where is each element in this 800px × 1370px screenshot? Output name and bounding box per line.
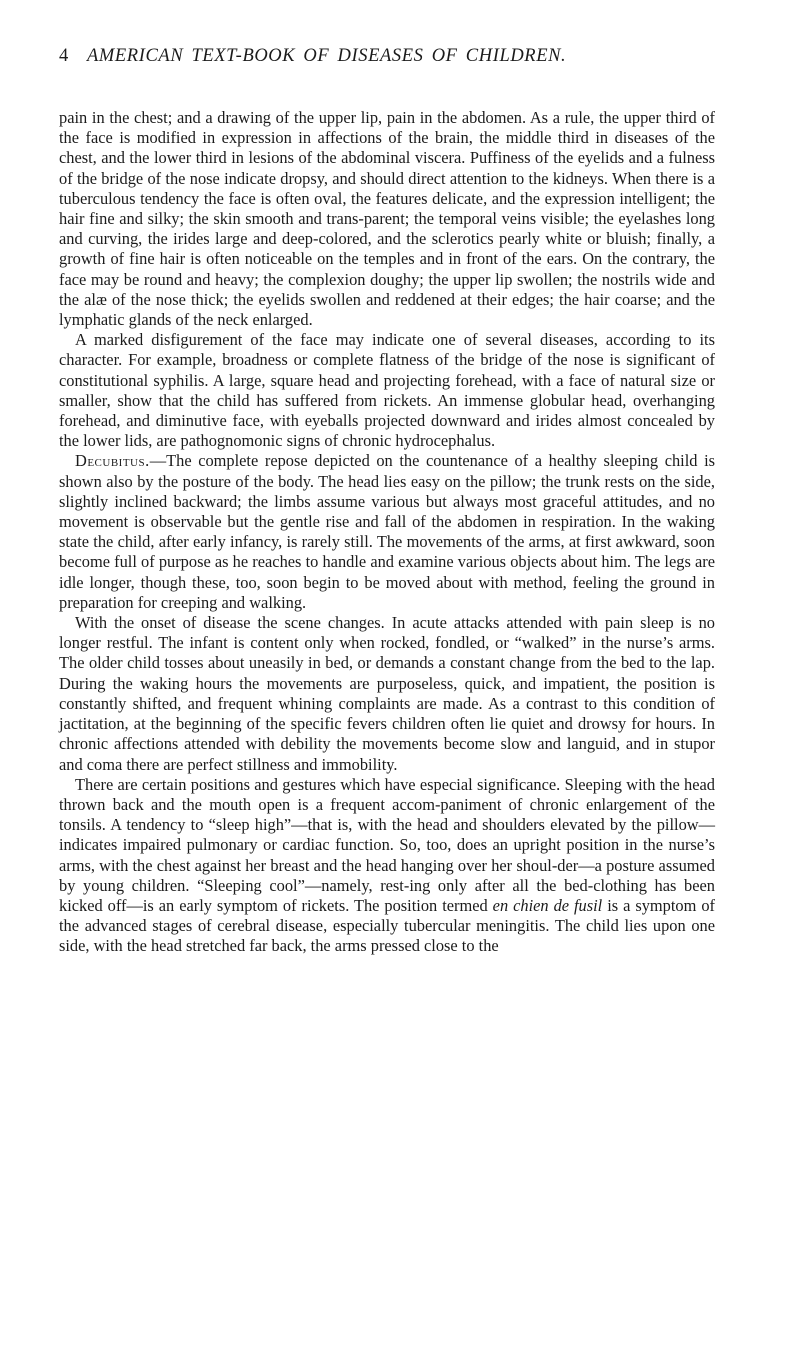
page-number: 4 [59, 46, 69, 66]
paragraph-face-expression: pain in the chest; and a drawing of the upper lip, pain in the abdomen. As a rule, the upper third of the face is modified in expression in affections of the brain, the middle third in diseases of the chest, and the lower third in lesions of the abdominal viscera. Puffiness of the eyelids and a fulness of the bridge of the nose indicate dropsy, and should direct attention to the kidneys. When there is a tuberculous tendency the face is often oval, the features delicate, and the expression intelligent; the hair fine and silky; the skin smooth and trans-parent; the temporal veins visible; the eyelashes long and curving, the irides large and deep-colored, and the sclerotics pearly white or bluish; finally, a growth of fine hair is often noticeable on the temples and in front of the ears. On the contrary, the face may be round and heavy; the complexion doughy; the upper lip swollen; the nostrils wide and the alæ of the nose thick; the eyelids swollen and reddened at their edges; the hair coarse; and the lymphatic glands of the neck enlarged. [59, 108, 715, 330]
paragraph-positions-gestures [59, 775, 715, 957]
paragraph-decubitus-text: —The complete repose depicted on the countenance of a healthy sleeping child is shown also by the posture of the body. The head lies easy on the pillow; the trunk rests on the side, slightly inclined backward; the limbs assume various but always most graceful attitudes, and no movement is observable but the gentle rise and fall of the abdomen in respiration. In the waking state the child, after early infancy, is rarely still. The movements of the arms, at first awkward, soon become full of purpose as he reaches to handle and examine various objects about him. The legs are idle longer, though these, too, soon begin to be moved about with method, feeling the ground in preparation for creeping and walking. [59, 451, 715, 612]
section-heading-decubitus: Decubitus. [75, 451, 150, 471]
paragraph-onset-of-disease: With the onset of disease the scene changes. In acute attacks attended with pain sleep is no longer restful. The infant is content only when rocked, fondled, or “walked” in the nurse’s arms. The older child tosses about uneasily in bed, or demands a constant change from the bed to the lap. During the waking hours the movements are purposeless, quick, and impatient, the position is constantly shifted, and frequent whining complaints are made. As a contrast to this condition of jactitation, at the beginning of the specific fevers children often lie quiet and drowsy for hours. In chronic affections attended with debility the movements become slow and languid, and in stupor and coma there are perfect stillness and immobility. [59, 613, 715, 774]
paragraph-positions-text-b: is a symptom of the advanced stages of cerebral disease, especially tubercular meningitis. The child lies upon one side, with the head stretched far back, the arms pressed close to the [59, 895, 715, 956]
body-text [59, 108, 715, 957]
running-head [59, 44, 715, 68]
italic-term: en chien de fusil [492, 895, 603, 915]
paragraph-disfigurement: A marked disfigurement of the face may indicate one of several diseases, according to its character. For example, broadness or complete flatness of the bridge of the nose is significant of constitutional syphilis. A large, square head and projecting forehead, with a face of natural size or smaller, show that the child has suffered from rickets. An immense globular head, overhanging forehead, and diminutive face, with eyeballs projected downward and irides almost concealed by the lower lids, are pathognomonic signs of chronic hydrocephalus. [59, 330, 715, 451]
paragraph-positions-text-a: There are certain positions and gestures which have especial significance. Sleeping with the head thrown back and the mouth open is a frequent accom-paniment of chronic enlargement of the tonsils. A tendency to “sleep high”—that is, with the head and shoulders elevated by the pillow—indicates impaired pulmonary or cardiac function. So, too, does an upright position in the nurse’s arms, with the chest against her breast and the head hanging over her shoul-der—a posture assumed by young children. “Sleeping cool”—namely, rest-ing only after all the bed-clothing has been kicked off—is an early symptom of rickets. The position termed [59, 774, 715, 915]
running-title: AMERICAN TEXT-BOOK OF DISEASES OF CHILDREN. [87, 46, 567, 66]
paragraph-decubitus [59, 451, 715, 613]
book-page [59, 44, 715, 957]
